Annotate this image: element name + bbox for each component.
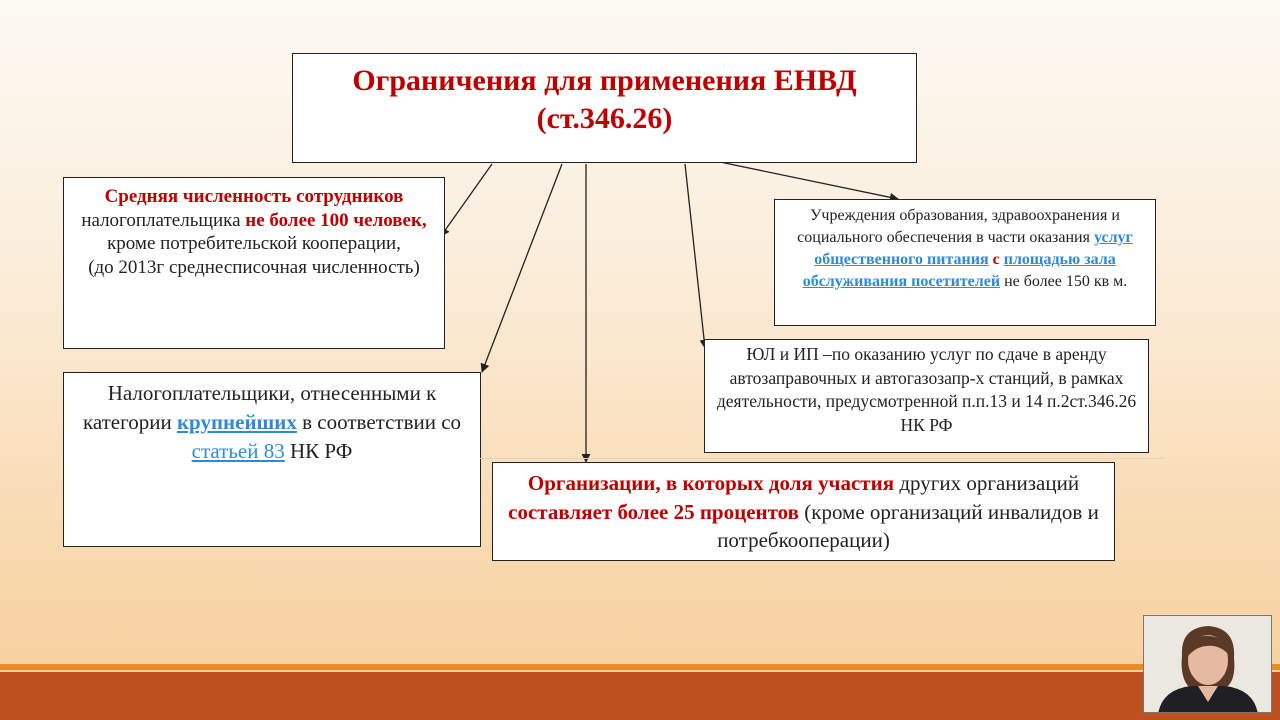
largest-taxpayers-box bbox=[63, 372, 481, 547]
title-line-2: (ст.346.26) bbox=[536, 102, 673, 135]
footer-bar bbox=[0, 672, 1280, 720]
gas-stations-text: ЮЛ и ИП –по оказанию услуг по сдаче в аренду автозаправочных и автогазозапр-х станций, в рамках деятельности, предусмотренной п.п.13 и 14 п.2ст.346.26 НК РФ bbox=[716, 344, 1137, 435]
divider-line bbox=[480, 458, 1164, 459]
largest-text-3: НК РФ bbox=[284, 439, 353, 463]
employees-text-2: кроме потребительской кооперации, bbox=[107, 233, 401, 254]
organizations-box bbox=[492, 462, 1115, 561]
arrow-to-employees bbox=[441, 164, 492, 236]
employees-limit: не более 100 человек, bbox=[245, 209, 427, 231]
largest-text-2: в соответствии со bbox=[296, 410, 462, 434]
footer-accent-line bbox=[0, 664, 1280, 670]
title-box bbox=[292, 53, 917, 163]
employees-heading: Средняя численность сотрудников bbox=[104, 186, 404, 207]
employees-note: (до 2013г среднесписочная численность) bbox=[88, 256, 420, 278]
organizations-text-2: (кроме организаций инвалидов и потребкооперации) bbox=[717, 499, 1099, 552]
education-text-1: Учреждения образования, здравоохранения и социального обеспечения в части оказания bbox=[797, 207, 1120, 246]
webcam-presenter-video bbox=[1143, 615, 1272, 713]
largest-text-1: Налогоплательщики, отнесенными к категории bbox=[82, 381, 437, 434]
hall-area-link[interactable]: площадью зала обслуживания посетителей bbox=[802, 251, 1116, 290]
organizations-text-1: других организаций bbox=[894, 471, 1080, 495]
article-83-link[interactable]: статьей 83 bbox=[191, 439, 285, 463]
presenter-icon bbox=[1144, 616, 1272, 713]
largest-link[interactable]: крупнейших bbox=[176, 410, 297, 434]
organizations-limit: составляет более 25 процентов bbox=[508, 499, 799, 524]
organizations-heading: Организации, в которых доля участия bbox=[527, 471, 895, 495]
catering-services-link[interactable]: услуг общественного питания bbox=[814, 229, 1133, 268]
education-text-2: с bbox=[988, 251, 1004, 268]
gas-stations-box bbox=[704, 339, 1149, 453]
title-line-1: Ограничения для применения ЕНВД bbox=[352, 64, 857, 97]
employees-limit-box bbox=[63, 177, 445, 349]
arrow-to-education bbox=[720, 162, 898, 199]
arrow-to-largest bbox=[482, 164, 562, 372]
employees-text-1: налогоплательщика bbox=[81, 209, 246, 231]
education-institutions-box bbox=[774, 199, 1156, 326]
arrow-to-gas-stations bbox=[685, 164, 705, 348]
education-text-3: не более 150 кв м. bbox=[1000, 273, 1128, 290]
